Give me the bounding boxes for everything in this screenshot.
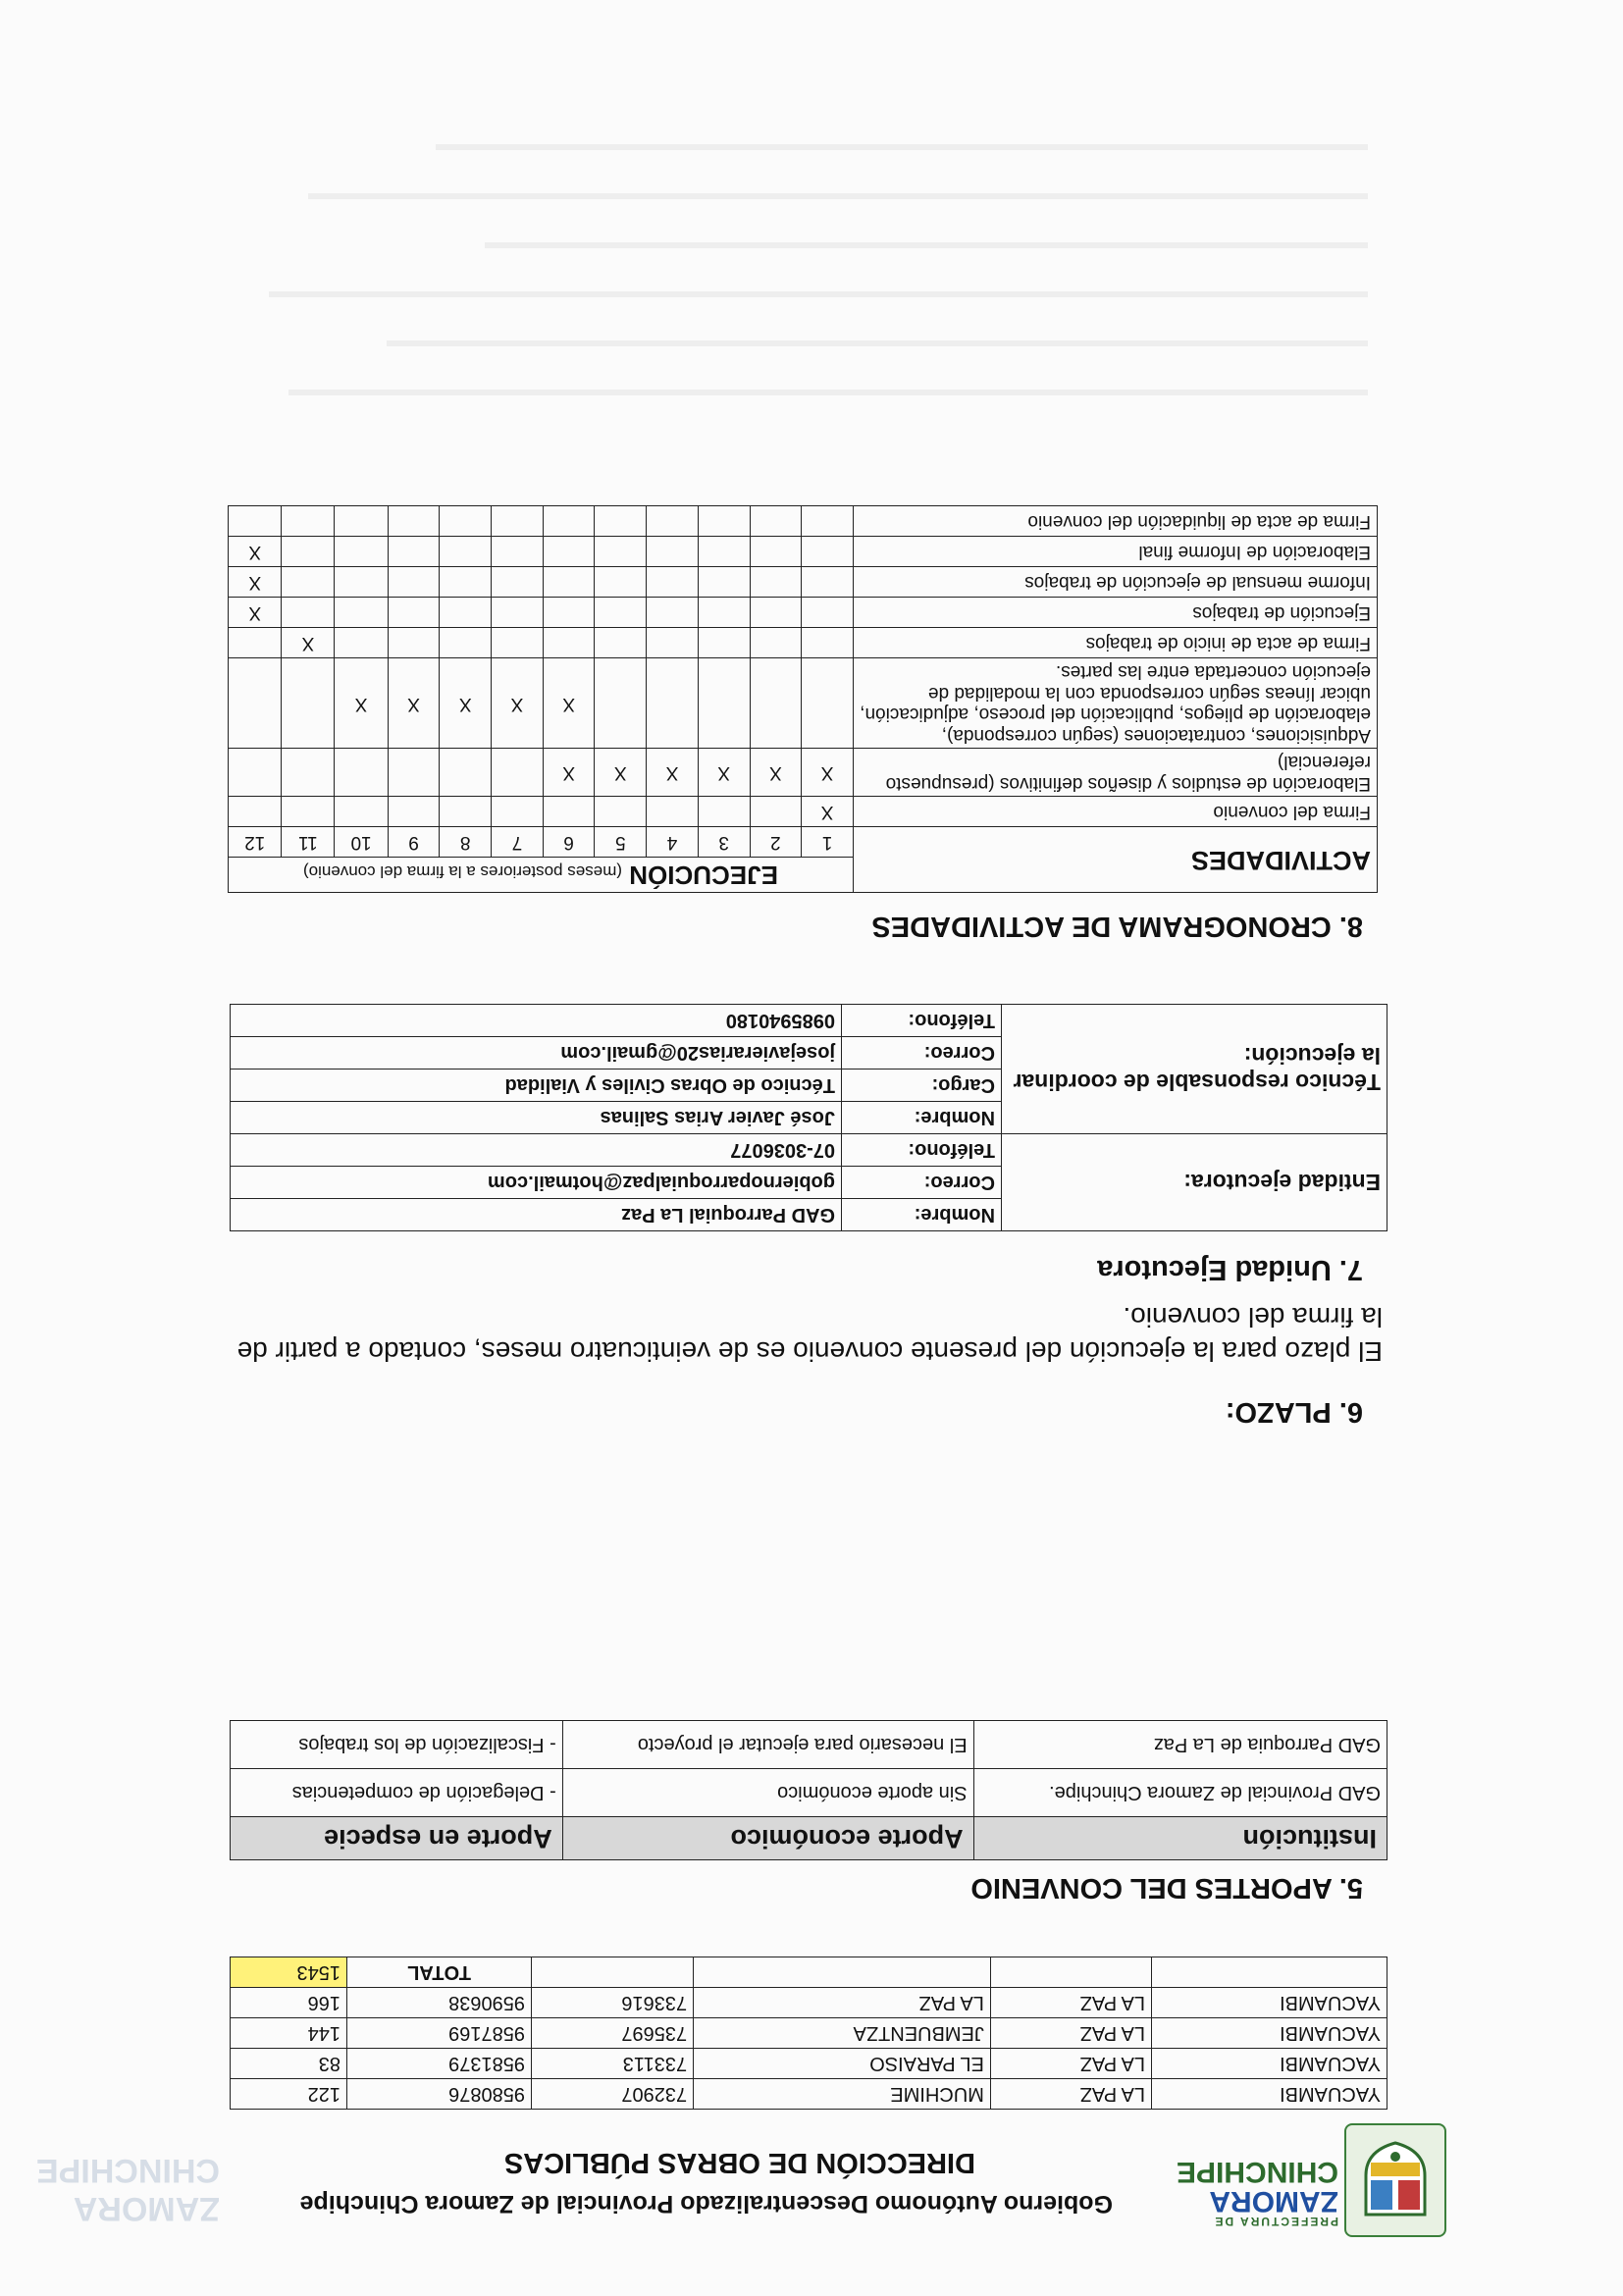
table-row bbox=[231, 1988, 1387, 2018]
execution-title: EJECUCIÓN bbox=[629, 861, 778, 890]
schedule-cell bbox=[492, 627, 544, 657]
activity-name: Ejecución de trabajos bbox=[853, 597, 1377, 627]
month-header: 2 bbox=[750, 827, 802, 858]
schedule-cell bbox=[802, 627, 854, 657]
schedule-cell bbox=[282, 505, 335, 536]
schedule-cell bbox=[595, 505, 647, 536]
schedule-cell bbox=[440, 627, 492, 657]
entidad-ejecutora-label: Entidad ejecutora: bbox=[1002, 1134, 1387, 1231]
schedule-cell bbox=[802, 566, 854, 597]
schedule-cell bbox=[388, 627, 440, 657]
month-header: 9 bbox=[388, 827, 440, 858]
month-header: 12 bbox=[229, 827, 282, 858]
location-data-table bbox=[230, 1957, 1387, 2110]
schedule-cell bbox=[647, 536, 699, 566]
header-aporte-especie: Aporte en especie bbox=[231, 1817, 563, 1860]
schedule-cell bbox=[492, 566, 544, 597]
schedule-cell bbox=[595, 627, 647, 657]
table-cell: LA PAZ bbox=[990, 2079, 1151, 2110]
schedule-cell bbox=[698, 627, 750, 657]
schedule-cell bbox=[282, 657, 335, 748]
schedule-cell bbox=[543, 797, 595, 827]
schedule-cell bbox=[388, 536, 440, 566]
schedule-mark: X bbox=[647, 749, 699, 797]
schedule-cell bbox=[492, 597, 544, 627]
schedule-cell bbox=[698, 797, 750, 827]
activity-row bbox=[229, 505, 1378, 536]
schedule-cell bbox=[335, 536, 388, 566]
schedule-cell bbox=[229, 657, 282, 748]
page-header bbox=[35, 2119, 1446, 2237]
table-row bbox=[231, 2079, 1387, 2110]
activity-row bbox=[229, 627, 1378, 657]
tecnico-responsable-label: Técnico responsable de coordinar la ejecución: bbox=[1002, 1005, 1387, 1134]
schedule-cell bbox=[282, 566, 335, 597]
schedule-cell bbox=[647, 657, 699, 748]
execution-header bbox=[229, 858, 854, 893]
schedule-cell bbox=[229, 627, 282, 657]
activity-row bbox=[229, 797, 1378, 827]
logo-wordmark bbox=[1177, 2157, 1338, 2227]
activity-name: Firma de acta de liquidación del convenio bbox=[853, 505, 1377, 536]
month-header: 3 bbox=[698, 827, 750, 858]
schedule-cell bbox=[802, 597, 854, 627]
cronograma-table bbox=[228, 505, 1378, 893]
schedule-mark: X bbox=[440, 657, 492, 748]
schedule-mark: X bbox=[335, 657, 388, 748]
schedule-mark: X bbox=[229, 597, 282, 627]
schedule-cell bbox=[543, 597, 595, 627]
table-cell: JEMBUENTZA bbox=[694, 2018, 991, 2049]
schedule-cell bbox=[595, 597, 647, 627]
field-label: Correo: bbox=[842, 1167, 1002, 1199]
institution-title: Gobierno Autónomo Descentralizado Provincial de Zamora Chinchipe bbox=[299, 2190, 1113, 2218]
department-title: DIRECCIÓN DE OBRAS PÚBLICAS bbox=[503, 2147, 975, 2178]
table-cell: 9590638 bbox=[347, 1988, 532, 2018]
schedule-mark: X bbox=[750, 749, 802, 797]
month-header: 6 bbox=[543, 827, 595, 858]
schedule-mark: X bbox=[543, 657, 595, 748]
schedule-cell bbox=[543, 566, 595, 597]
activity-name: Elaboración de Informe final bbox=[853, 536, 1377, 566]
shield-icon bbox=[1361, 2141, 1430, 2219]
month-header: 7 bbox=[492, 827, 544, 858]
entity-phone: 07-3036077 bbox=[231, 1134, 842, 1167]
table-cell: 735697 bbox=[532, 2018, 694, 2049]
field-label: Nombre: bbox=[842, 1199, 1002, 1231]
table-cell: YACUAMBI bbox=[1152, 2018, 1387, 2049]
tech-phone: 0985940180 bbox=[231, 1005, 842, 1037]
table-cell: 733616 bbox=[532, 1988, 694, 2018]
schedule-cell bbox=[698, 657, 750, 748]
schedule-cell bbox=[440, 505, 492, 536]
table-cell: EL PARAISO bbox=[694, 2049, 991, 2079]
field-label: Nombre: bbox=[842, 1102, 1002, 1134]
month-header: 8 bbox=[440, 827, 492, 858]
tech-name: José Javier Arias Salinas bbox=[231, 1102, 842, 1134]
tech-role: Técnico de Obras Civiles y Vialidad bbox=[231, 1070, 842, 1102]
bleed-through-lines bbox=[239, 88, 1368, 412]
table-row bbox=[231, 2018, 1387, 2049]
schedule-cell bbox=[750, 566, 802, 597]
schedule-cell bbox=[492, 797, 544, 827]
bleed-through-text bbox=[239, 82, 1368, 412]
logo-line-2: ZAMORA bbox=[1209, 2185, 1338, 2218]
month-header: 4 bbox=[647, 827, 699, 858]
schedule-cell bbox=[388, 797, 440, 827]
schedule-cell bbox=[647, 627, 699, 657]
table-cell: LA PAZ bbox=[990, 1988, 1151, 2018]
cell: GAD Provincial de Zamora Chinchipe. bbox=[973, 1769, 1387, 1817]
schedule-cell bbox=[282, 797, 335, 827]
schedule-cell bbox=[595, 657, 647, 748]
total-row bbox=[231, 1957, 1387, 1988]
aportes-table bbox=[230, 1720, 1387, 1860]
schedule-cell bbox=[440, 749, 492, 797]
schedule-cell bbox=[335, 627, 388, 657]
schedule-cell bbox=[282, 536, 335, 566]
field-label: Cargo: bbox=[842, 1070, 1002, 1102]
schedule-cell bbox=[802, 536, 854, 566]
activity-row bbox=[229, 749, 1378, 797]
table-cell: 144 bbox=[231, 2018, 347, 2049]
schedule-cell bbox=[802, 505, 854, 536]
activity-row bbox=[229, 657, 1378, 748]
schedule-mark: X bbox=[802, 749, 854, 797]
schedule-cell bbox=[229, 749, 282, 797]
cell: GAD Parroquia de La Paz bbox=[973, 1721, 1387, 1769]
watermark-logo: ZAMORA CHINCHIPE bbox=[35, 2152, 220, 2227]
schedule-cell bbox=[647, 566, 699, 597]
schedule-cell bbox=[543, 536, 595, 566]
schedule-cell bbox=[647, 797, 699, 827]
unidad-ejecutora-table bbox=[230, 1004, 1387, 1231]
table-cell: YACUAMBI bbox=[1152, 1988, 1387, 2018]
activity-name: Elaboración de estudios y diseños definitivos (presupuesto referencial) bbox=[853, 749, 1377, 797]
schedule-cell bbox=[750, 657, 802, 748]
schedule-cell bbox=[750, 597, 802, 627]
schedule-cell bbox=[543, 627, 595, 657]
activity-name: Firma del convenio bbox=[853, 797, 1377, 827]
schedule-cell bbox=[335, 597, 388, 627]
total-value: 1543 bbox=[231, 1957, 347, 1988]
execution-note: (meses posteriores a la firma del convenio) bbox=[302, 862, 622, 881]
table-cell: 733113 bbox=[532, 2049, 694, 2079]
table-cell: LA PAZ bbox=[990, 2049, 1151, 2079]
schedule-mark: X bbox=[595, 749, 647, 797]
schedule-cell bbox=[335, 797, 388, 827]
schedule-cell bbox=[647, 597, 699, 627]
schedule-cell bbox=[595, 566, 647, 597]
schedule-cell bbox=[543, 505, 595, 536]
activities-header: ACTIVIDADES bbox=[853, 827, 1377, 893]
table-cell: LA PAZ bbox=[990, 2018, 1151, 2049]
cell: - Fiscalización de los trabajos bbox=[231, 1721, 563, 1769]
table-cell: MUCHIME bbox=[694, 2079, 991, 2110]
schedule-cell bbox=[335, 566, 388, 597]
schedule-cell bbox=[440, 597, 492, 627]
schedule-cell bbox=[229, 797, 282, 827]
month-header: 1 bbox=[802, 827, 854, 858]
schedule-mark: X bbox=[698, 749, 750, 797]
schedule-cell bbox=[698, 597, 750, 627]
header-aporte-economico: Aporte económico bbox=[562, 1817, 973, 1860]
schedule-mark: X bbox=[229, 566, 282, 597]
activity-name: Firma de acta de inicio de trabajos bbox=[853, 627, 1377, 657]
schedule-mark: X bbox=[229, 536, 282, 566]
schedule-cell bbox=[335, 505, 388, 536]
schedule-cell bbox=[388, 566, 440, 597]
table-cell: LA PAZ bbox=[694, 1988, 991, 2018]
schedule-cell bbox=[282, 597, 335, 627]
activity-name: Informe mensual de ejecución de trabajos bbox=[853, 566, 1377, 597]
header-institucion: Institución bbox=[973, 1817, 1387, 1860]
prefectura-logo bbox=[1344, 2123, 1446, 2237]
schedule-cell bbox=[492, 749, 544, 797]
table-cell: 732907 bbox=[532, 2079, 694, 2110]
schedule-cell bbox=[647, 505, 699, 536]
field-label: Teléfono: bbox=[842, 1005, 1002, 1037]
schedule-mark: X bbox=[543, 749, 595, 797]
table-row bbox=[231, 2049, 1387, 2079]
schedule-mark: X bbox=[388, 657, 440, 748]
total-label: TOTAL bbox=[347, 1957, 532, 1988]
plazo-paragraph: El plazo para la ejecución del presente convenio es de veinticuatro meses, contado a partir de la firma del convenio. bbox=[236, 1302, 1383, 1367]
schedule-mark: X bbox=[492, 657, 544, 748]
section-8-title: 8. CRONOGRAMA DE ACTIVIDADES bbox=[871, 911, 1363, 942]
cell: El necesario para ejecutar el proyecto bbox=[562, 1721, 973, 1769]
schedule-cell bbox=[440, 536, 492, 566]
entity-name: GAD Parroquial La Paz bbox=[231, 1199, 842, 1231]
schedule-cell bbox=[750, 797, 802, 827]
table-cell: 9587169 bbox=[347, 2018, 532, 2049]
table-cell: 9580876 bbox=[347, 2079, 532, 2110]
schedule-mark: X bbox=[282, 627, 335, 657]
schedule-cell bbox=[440, 797, 492, 827]
section-6-title: 6. PLAZO: bbox=[1225, 1396, 1363, 1428]
logo-line-3: CHINCHIPE bbox=[1176, 2156, 1338, 2188]
schedule-cell bbox=[388, 749, 440, 797]
month-header: 10 bbox=[335, 827, 388, 858]
schedule-cell bbox=[492, 505, 544, 536]
schedule-cell bbox=[388, 505, 440, 536]
tech-email: josejavierarias20@gmail.com bbox=[231, 1037, 842, 1070]
activity-row bbox=[229, 597, 1378, 627]
table-row bbox=[231, 1721, 1387, 1769]
entity-email: gobiernoparroquialpaz@hotmail.com bbox=[231, 1167, 842, 1199]
activity-name: Adquisiciones, contrataciones (según corresponda), elaboración de pliegos, publicación del proceso, adjudicación, ubicar líneas según corresponda con la modalidad de ejecución concertada entre las partes. bbox=[853, 657, 1377, 748]
cell: - Delegación de competencias bbox=[231, 1769, 563, 1817]
schedule-cell bbox=[229, 505, 282, 536]
month-header: 11 bbox=[282, 827, 335, 858]
schedule-cell bbox=[698, 536, 750, 566]
schedule-cell bbox=[388, 597, 440, 627]
field-label: Correo: bbox=[842, 1037, 1002, 1070]
table-cell: 166 bbox=[231, 1988, 347, 2018]
schedule-cell bbox=[750, 627, 802, 657]
activity-row bbox=[229, 536, 1378, 566]
schedule-cell bbox=[698, 566, 750, 597]
schedule-cell bbox=[595, 797, 647, 827]
schedule-cell bbox=[750, 505, 802, 536]
schedule-cell bbox=[335, 749, 388, 797]
cell: Sin aporte económico bbox=[562, 1769, 973, 1817]
month-header: 5 bbox=[595, 827, 647, 858]
table-cell: 9581379 bbox=[347, 2049, 532, 2079]
schedule-cell bbox=[440, 566, 492, 597]
schedule-cell bbox=[282, 749, 335, 797]
section-5-title: 5. APORTES DEL CONVENIO bbox=[970, 1872, 1363, 1904]
schedule-cell bbox=[802, 657, 854, 748]
schedule-mark: X bbox=[802, 797, 854, 827]
schedule-cell bbox=[492, 536, 544, 566]
table-row bbox=[231, 1769, 1387, 1817]
activity-row bbox=[229, 566, 1378, 597]
table-cell: 122 bbox=[231, 2079, 347, 2110]
table-cell: YACUAMBI bbox=[1152, 2049, 1387, 2079]
table-cell: 83 bbox=[231, 2049, 347, 2079]
field-label: Teléfono: bbox=[842, 1134, 1002, 1167]
schedule-cell bbox=[698, 505, 750, 536]
logo-line-1: PREFECTURA DE bbox=[1213, 2215, 1338, 2228]
section-7-title: 7. Unidad Ejecutora bbox=[1097, 1254, 1363, 1285]
table-cell: YACUAMBI bbox=[1152, 2079, 1387, 2110]
schedule-cell bbox=[750, 536, 802, 566]
schedule-cell bbox=[595, 536, 647, 566]
